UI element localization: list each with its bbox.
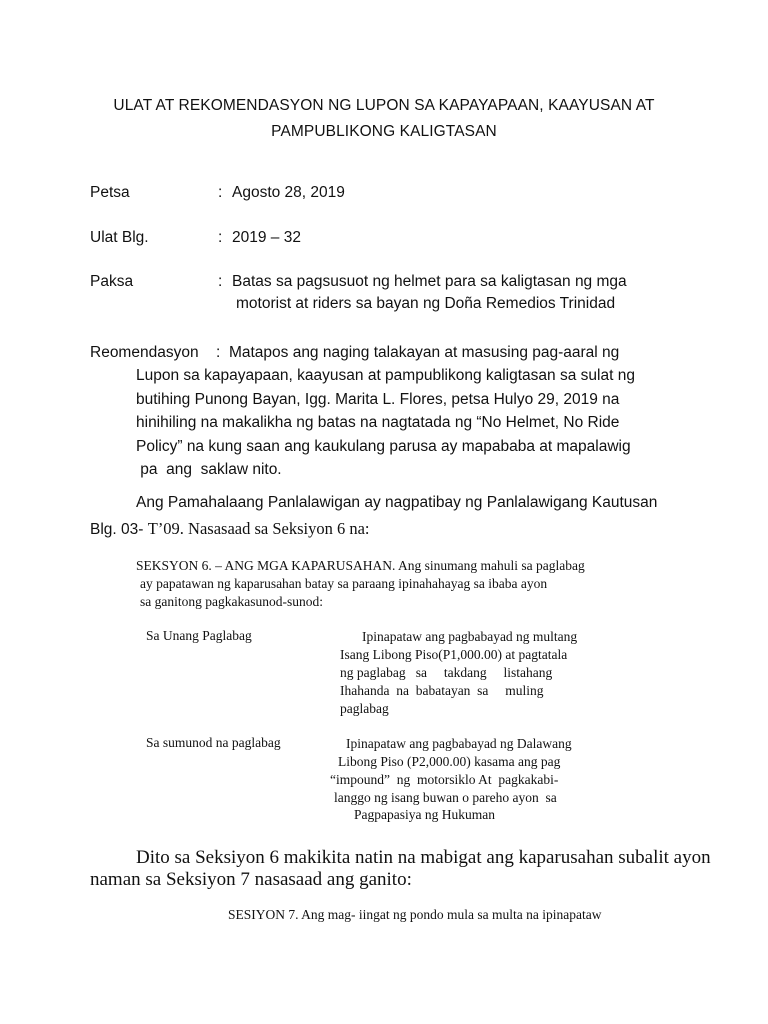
seksyon-6-line-2: ay papatawan ng kaparusahan batay sa paraang ipinahahayag sa ibaba ayon (140, 576, 548, 591)
seksyon-6-line-1: SEKSYON 6. – ANG MGA KAPARUSAHAN. Ang sinumang mahuli sa paglabag (136, 558, 585, 573)
ulat-label: Ulat Blg. (90, 229, 149, 246)
seksyon-6-line-3: sa ganitong pagkakasunod-sunod: (140, 594, 323, 609)
reomendasyon-first-line (90, 342, 619, 364)
title-line-1: ULAT AT REKOMENDASYON NG LUPON SA KAPAYAPAAN, KAAYUSAN AT (113, 97, 655, 114)
sesiyon-7-text: SESIYON 7. Ang mag- iingat ng pondo mula sa multa na ipinapataw (228, 907, 602, 922)
paksa-value-line-2: motorist at riders sa bayan ng Doña Remedios Trinidad (236, 295, 616, 312)
penalty-desc-1-line: Ipinapataw ang pagbabayad ng multang (362, 629, 578, 644)
penalty-desc-1-line: paglabag (340, 701, 389, 716)
paksa-colon: : (218, 273, 223, 290)
penalty-desc-1-line: Isang Libong Piso(P1,000.00) at pagtatala (340, 647, 568, 662)
penalty-desc-2-line: Ipinapataw ang pagbabayad ng Dalawang (346, 736, 572, 751)
reomendasyon-body (136, 364, 635, 482)
document-title (90, 93, 678, 145)
ulat-colon: : (218, 229, 223, 246)
ulat-value: 2019 – 32 (232, 229, 301, 246)
paksa-value-line-1: Batas sa pagsusuot ng helmet para sa kaligtasan ng mga (232, 273, 627, 290)
blg-suffix: T’09. Nasasaad sa Seksiyon 6 na: (147, 519, 370, 538)
penalty-desc-2-line: Libong Piso (P2,000.00) kasama ang pag (338, 754, 561, 769)
reomendasyon-label: Reomendasyon (90, 344, 199, 361)
petsa-value: Agosto 28, 2019 (232, 184, 345, 201)
reomendasyon-text-first: Matapos ang naging talakayan at masusing pag-aaral ng (228, 344, 620, 361)
petsa-colon: : (218, 184, 223, 201)
paragraph-pamahalaan-line-1: Ang Pamahalaang Panlalawigan ay nagpatibay ng Panlalawigang Kautusan (136, 494, 658, 511)
reomendasyon-line: Policy” na kung saan ang kaukulang parusa ay mapababa at mapalawig (136, 437, 631, 455)
reomendasyon-line: pa ang saklaw nito. (136, 461, 282, 478)
reomendasyon-line: butihing Punong Bayan, Igg. Marita L. Flores, petsa Hulyo 29, 2019 na (136, 390, 620, 408)
penalty-desc-2-line: langgo ng isang buwan o pareho ayon sa (334, 790, 557, 805)
paragraph-pamahalaan (90, 490, 690, 543)
paksa-label: Paksa (90, 273, 134, 290)
penalty-desc-1-line: Ihahanda na babatayan sa muling (340, 683, 544, 698)
paragraph-seksiyon-line-1: Dito sa Seksiyon 6 makikita natin na mabigat ang kaparusahan subalit ayon (136, 847, 711, 868)
penalty-desc-1-line: ng paglabag sa takdang listahang (340, 665, 553, 680)
petsa-label: Petsa (90, 184, 130, 201)
penalty-label-2: Sa sumunod na paglabag (146, 735, 281, 750)
title-line-2: PAMPUBLIKONG KALIGTASAN (271, 123, 497, 140)
penalty-label-1: Sa Unang Paglabag (146, 628, 252, 643)
paragraph-seksiyon-line-2: naman sa Seksiyon 7 nasasaad ang ganito: (90, 869, 412, 890)
penalty-desc-2-line: Pagpapasiya ng Hukuman (354, 807, 495, 822)
paragraph-pamahalaan-line-2 (90, 516, 690, 543)
reomendasyon-line: hinihiling na makalikha ng batas na nagtatada ng “No Helmet, No Ride (136, 414, 620, 431)
reomendasyon-line: Lupon sa kapayapaan, kaayusan at pampublikong kaligtasan sa sulat ng (136, 367, 635, 384)
blg-prefix: Blg. 03- (90, 521, 148, 538)
penalty-desc-2-line: “impound” ng motorsiklo At pagkakabi- (330, 772, 559, 787)
reomendasyon-colon: : (216, 344, 221, 361)
